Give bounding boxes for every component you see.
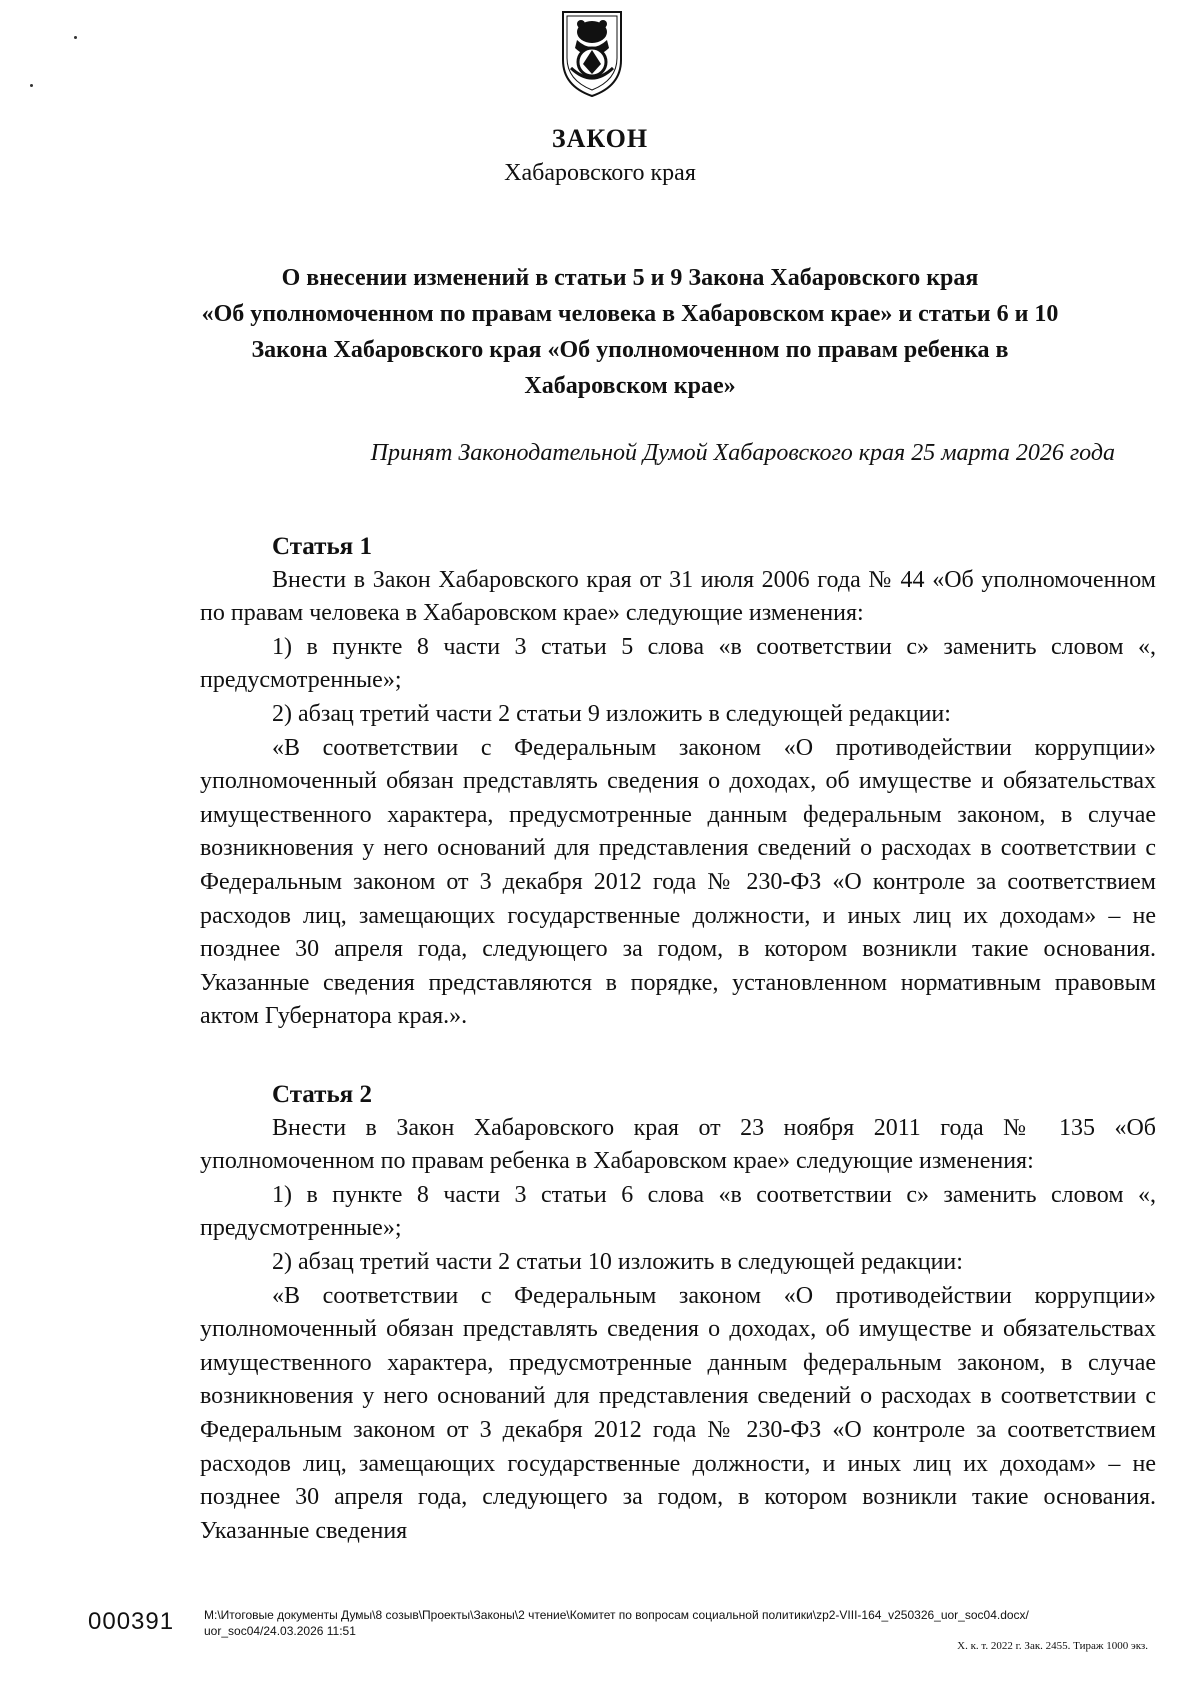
article-quote: «В соответствии с Федеральным законом «О противодействии коррупции» уполномоченный обязан представлять сведения о доходах, об имуществе и обязательствах имущественного характера, предусмотренные данным федеральным законом, в случае возникновения у него оснований для представления сведений о расходах в соответствии с Федеральным законом от 3 декабря 2012 года № 230-ФЗ «О контроле за соответствием расходов лиц, замещающих государственные должности, и иных лиц их доходам» – не позднее 30 апреля года, следующего за годом, в котором возникли такие основания. Указанные сведения представляются в порядке, установленном нормативным правовым актом Губернатора края.». <box>200 734 1156 1030</box>
law-title-line: Хабаровском крае» <box>524 373 736 399</box>
article-heading: Статья 1 <box>272 533 372 560</box>
law-title-line: О внесении изменений в статьи 5 и 9 Закона Хабаровского края <box>281 265 979 291</box>
file-path <box>204 1607 1029 1639</box>
article-quote: «В соответствии с Федеральным законом «О противодействии коррупции» уполномоченный обязан представлять сведения о доходах, об имуществе и обязательствах имущественного характера, предусмотренные данным федеральным законом, в случае возникновения у него оснований для представления сведений о расходах в соответствии с Федеральным законом от 3 декабря 2012 года № 230-ФЗ «О контроле за соответствием расходов лиц, замещающих государственные должности, и иных лиц их доходам» – не позднее 30 апреля года, следующего за годом, в котором возникли такие основания. Указанные сведения <box>200 1282 1156 1544</box>
file-path-line: uor_soc04/24.03.2026 11:51 <box>204 1624 356 1638</box>
article-intro: Внести в Закон Хабаровского края от 23 ноября 2011 года № 135 «Об уполномоченном по правам ребенка в Хабаровском крае» следующие изменения: <box>200 1114 1156 1175</box>
document-title: ЗАКОН <box>551 124 649 153</box>
article-intro: Внести в Закон Хабаровского края от 31 июля 2006 года № 44 «Об уполномоченном по правам человека в Хабаровском крае» следующие изменения: <box>200 566 1156 627</box>
law-title <box>195 260 1065 404</box>
document-number: 000391 <box>88 1608 175 1635</box>
document-subtitle: Хабаровского края <box>504 160 696 186</box>
article-2 <box>200 1078 1156 1548</box>
scan-speck <box>30 84 33 87</box>
article-item: 2) абзац третий части 2 статьи 9 изложить в следующей редакции: <box>272 700 951 727</box>
article-item: 1) в пункте 8 части 3 статьи 5 слова «в соответствии с» заменить словом «, предусмотренные»; <box>200 633 1156 694</box>
article-heading: Статья 2 <box>272 1081 372 1108</box>
coat-of-arms-emblem <box>557 8 627 98</box>
print-info: Х. к. т. 2022 г. Зак. 2455. Тираж 1000 экз. <box>957 1640 1148 1652</box>
law-title-line: Закона Хабаровского края «Об уполномоченном по правам ребенка в <box>251 337 1009 363</box>
scan-speck <box>74 36 77 39</box>
article-item: 2) абзац третий части 2 статьи 10 изложить в следующей редакции: <box>272 1248 963 1275</box>
article-item: 1) в пункте 8 части 3 статьи 6 слова «в соответствии с» заменить словом «, предусмотренные»; <box>200 1181 1156 1242</box>
adoption-note: Принят Законодательной Думой Хабаровского края 25 марта 2026 года <box>370 440 1115 466</box>
file-path-line: M:\Итоговые документы Думы\8 созыв\Проекты\Законы\2 чтение\Комитет по вопросам социальной политики\zp2-VIII-164_v250326_uor_soc04.docx/ <box>204 1608 1029 1622</box>
law-title-line: «Об уполномоченном по правам человека в Хабаровском крае» и статьи 6 и 10 <box>201 301 1059 327</box>
article-1 <box>200 530 1156 1034</box>
